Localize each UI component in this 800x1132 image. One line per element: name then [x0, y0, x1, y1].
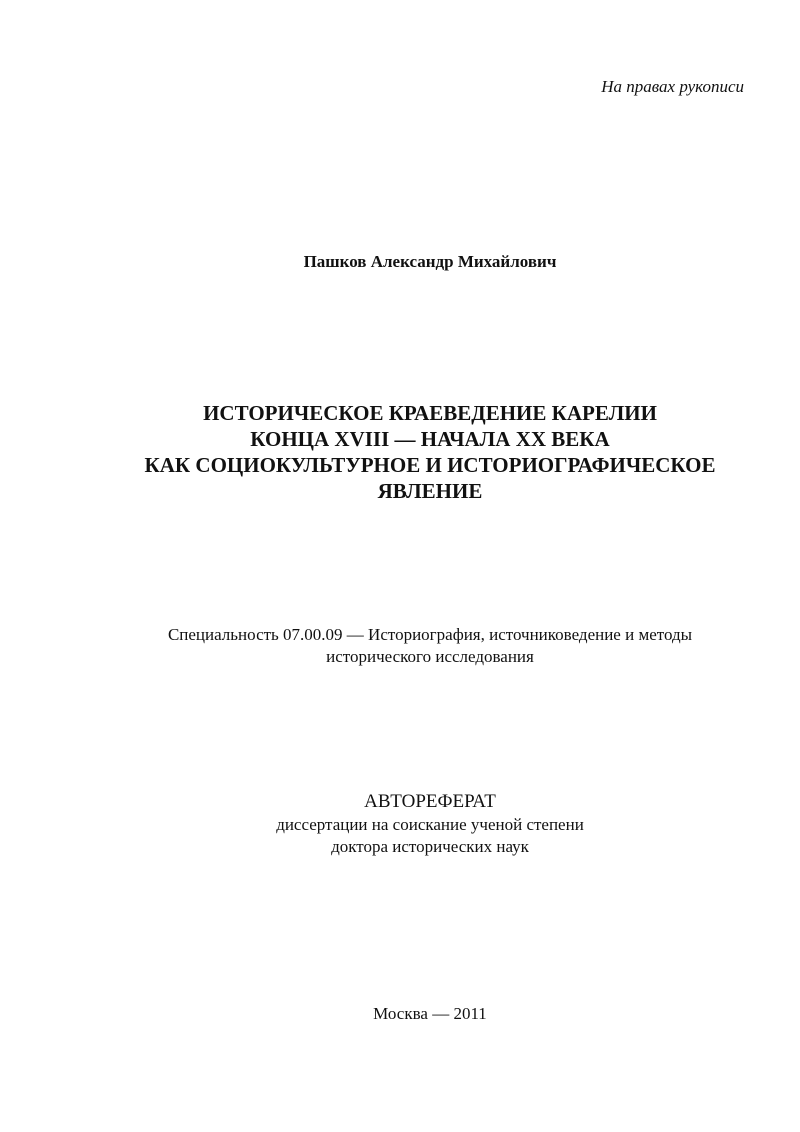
author-name: Пашков Александр Михайлович	[303, 252, 557, 271]
rights-note: На правах рукописи	[601, 77, 744, 96]
title-line: КАК СОЦИОКУЛЬТУРНОЕ И ИСТОРИОГРАФИЧЕСКОЕ	[144, 453, 716, 477]
abstract-heading: АВТОРЕФЕРАТ	[364, 791, 496, 812]
place-year: Москва — 2011	[373, 1004, 487, 1023]
specialty-line: Специальность 07.00.09 — Историография, источниковедение и методы	[167, 625, 693, 644]
title-line: ЯВЛЕНИЕ	[377, 479, 483, 503]
title-line: КОНЦА XVIII — НАЧАЛА XX ВЕКА	[250, 427, 610, 451]
abstract-line: доктора исторических наук	[331, 837, 529, 856]
specialty	[30, 624, 800, 668]
abstract-line: диссертации на соискание ученой степени	[276, 815, 584, 834]
dissertation-title	[30, 400, 800, 504]
abstract-block	[30, 790, 800, 858]
title-line: ИСТОРИЧЕСКОЕ КРАЕВЕДЕНИЕ КАРЕЛИИ	[203, 401, 657, 425]
specialty-line: исторического исследования	[326, 647, 534, 666]
